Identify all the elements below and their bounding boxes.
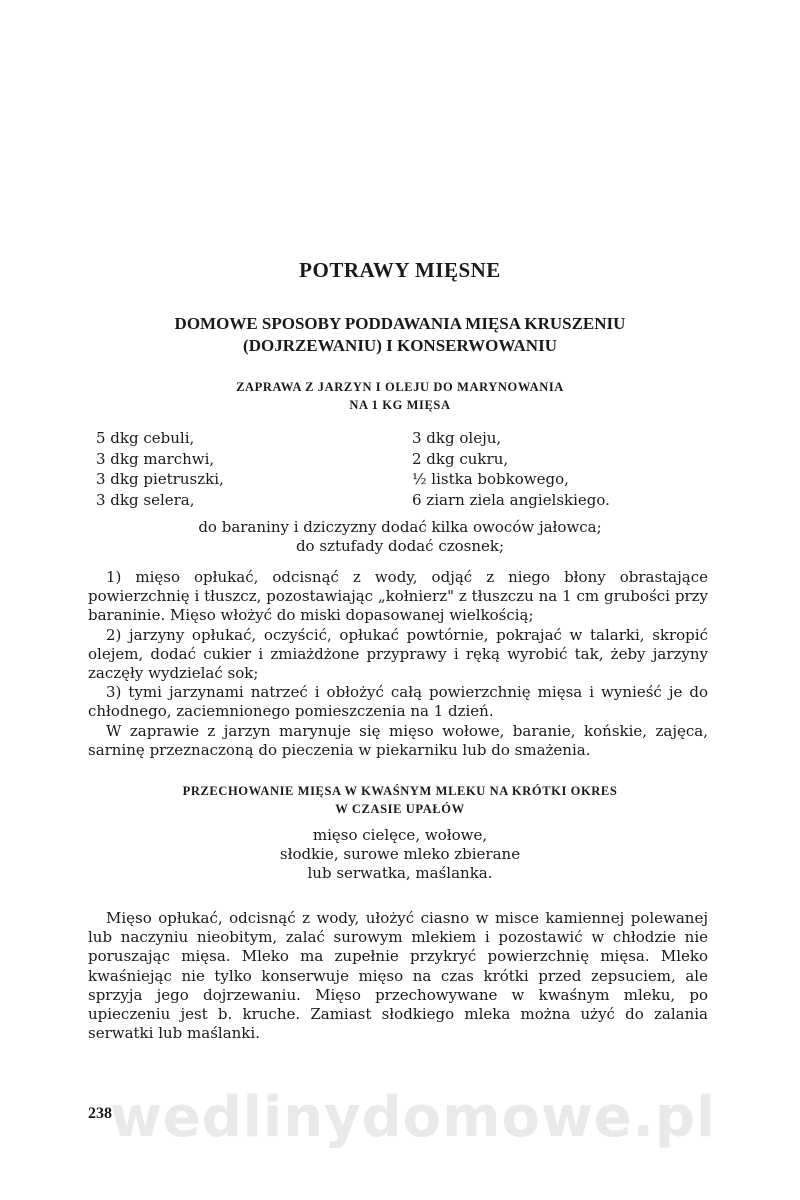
ingredient-item: 5 dkg cebuli, bbox=[96, 429, 195, 447]
recipe-1-title bbox=[90, 378, 710, 414]
ingredient-item: 3 dkg marchwi, bbox=[96, 449, 215, 468]
instruction-paragraph: Mięso opłukać, odcisnąć z wody, ułożyć ciasno w misce kamiennej polewanej lub naczyniu nieobitym, zalać surowym mlekiem i pozostawić w chłodzie nie poruszając mięsa. Mleko ma zupełnie przykryć powierzchnię mięsa. Mleko kwaśniejąc nie tylko konserwuje mięso na czas krótki przed zepsuciem, ale sprzyja jego dojrzewaniu. Mięso przechowywane w kwaśnym mleku, po upieczeniu jest b. kruche. Zamiast słodkiego mleka można użyć do zalania serwatki lub maślanki. bbox=[88, 909, 708, 1043]
recipe-2-instructions bbox=[88, 909, 708, 1043]
ingredient-line-3: lub serwatka, maślanka. bbox=[307, 864, 493, 882]
instruction-paragraph: W zaprawie z jarzyn marynuje się mięso wołowe, baranie, końskie, zajęca, sarninę przeznaczoną do pieczenia w piekarniku lub do smażenia. bbox=[88, 721, 708, 759]
recipe-1-title-line-1: ZAPRAWA Z JARZYN I OLEJU DO MARYNOWANIA bbox=[236, 380, 564, 394]
section-title-line-2: (DOJRZEWANIU) I KONSERWOWANIU bbox=[243, 336, 557, 355]
ingredient-item: ½ listka bobkowego, bbox=[412, 470, 569, 488]
recipe-2-title-line-2: W CZASIE UPAŁÓW bbox=[335, 802, 465, 816]
note-line-2: do sztufady dodać czosnek; bbox=[295, 537, 505, 555]
page-title: POTRAWY MIĘSNE bbox=[299, 258, 501, 282]
page-number: 238 bbox=[88, 1105, 112, 1122]
recipe-1-instructions bbox=[88, 568, 708, 760]
ingredient-item: 3 dkg oleju, bbox=[412, 429, 502, 447]
ingredient-line-1: mięso cielęce, wołowe, bbox=[312, 826, 488, 844]
ingredients-right-column bbox=[412, 428, 732, 510]
ingredient-item: 3 dkg pietruszki, bbox=[96, 470, 224, 488]
recipe-2-ingredients bbox=[100, 826, 700, 883]
section-title-line-1: DOMOWE SPOSOBY PODDAWANIA MIĘSA KRUSZENIU bbox=[174, 314, 626, 333]
instruction-paragraph: 2) jarzyny opłukać, oczyścić, opłukać powtórnie, pokrajać w talarki, skropić olejem, dodać cukier i zmiażdżone przyprawy i ręką wyrobić tak, żeby jarzyny zaczęły wydzielać sok; bbox=[88, 625, 708, 683]
section-title bbox=[60, 313, 740, 357]
note-line-1: do baraniny i dziczyzny dodać kilka owoców jałowca; bbox=[198, 518, 602, 536]
watermark: wedlinydomowe.pl bbox=[110, 1085, 717, 1150]
recipe-2-title-line-1: PRZECHOWANIE MIĘSA W KWAŚNYM MLEKU NA KRÓTKI OKRES bbox=[182, 784, 618, 798]
recipe-2-title bbox=[90, 782, 710, 818]
ingredients-left-column bbox=[96, 428, 376, 510]
ingredient-item: 2 dkg cukru, bbox=[412, 449, 509, 468]
ingredient-item: 3 dkg selera, bbox=[96, 490, 195, 509]
recipe-1-note bbox=[100, 518, 700, 556]
ingredient-line-2: słodkie, surowe mleko zbierane bbox=[279, 845, 521, 863]
recipe-1-title-line-2: NA 1 KG MIĘSA bbox=[349, 398, 451, 412]
ingredient-item: 6 ziarn ziela angielskiego. bbox=[412, 490, 610, 509]
instruction-paragraph: 3) tymi jarzynami natrzeć i obłożyć całą powierzchnię mięsa i wynieść je do chłodnego, zaciemnionego pomieszczenia na 1 dzień. bbox=[88, 683, 708, 721]
instruction-paragraph: 1) mięso opłukać, odcisnąć z wody, odjąć z niego błony obrastające powierzchnię i tłuszcz, pozostawiając „kołnierz" z tłuszczu na 1 cm grubości przy baraninie. Mięso włożyć do miski dopasowanej wielkością; bbox=[88, 568, 708, 625]
